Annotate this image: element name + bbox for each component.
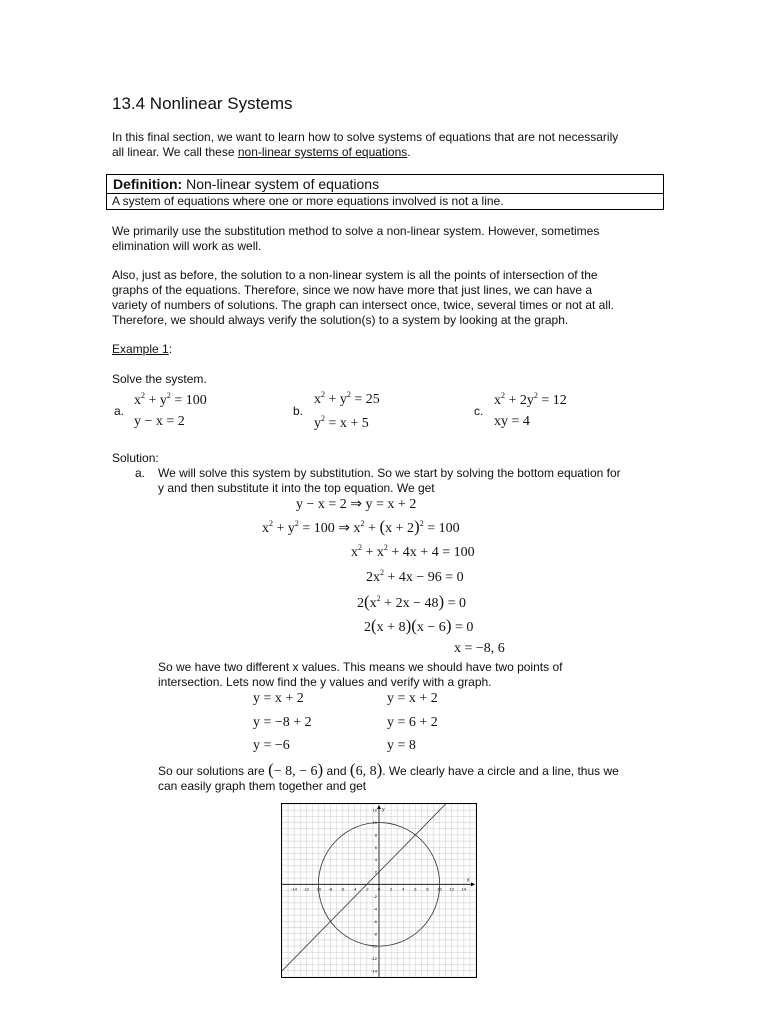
graph-panel [281,803,477,978]
intro-line-2-end: . [407,145,411,159]
system-graph [282,804,476,977]
step-3: $x^2 + x^2 + 4x + 4 = 100$ [351,543,475,560]
y-tick-label: 4 [374,857,377,863]
x-tick-label: -12 [303,886,310,892]
para2-line-1: Also, just as before, the solution to a non-linear system is all the points of intersection of the [112,268,598,282]
x-tick-label: 8 [426,886,429,892]
definition-body: A system of equations where one or more equations involved is not a line. [112,194,504,208]
x-axis-label: x [467,877,470,884]
system-b-eq1: $x^2 + y^2 = 25$ [314,390,380,407]
definition-label: Definition: [113,176,183,192]
y-value-left-3: y = −6 [253,738,290,753]
y-tick-label: 6 [374,844,377,850]
para2-line-4: Therefore, we should always verify the solution(s) to a system by looking at the graph. [112,313,569,327]
y-tick-label: -8 [373,931,377,937]
y-value-left-1: y = x + 2 [253,691,304,706]
x-axis-arrow [471,882,475,886]
y-axis-label: y [382,807,385,813]
intersection-paragraph [158,660,658,690]
solution-part-label: a. [135,466,146,480]
y-axis-arrow [377,805,381,809]
para2-line-2: graphs of the equations. Therefore, since we now have more that just lines, we can have a [112,283,593,297]
solutions-paragraph [112,268,672,328]
x-tick-label: 4 [402,886,405,892]
y-tick-label: 2 [374,869,377,875]
system-c-eq2: xy = 4 [494,414,530,429]
x-tick-label: 6 [414,886,417,892]
conclusion-and: and [323,764,350,778]
solution-label: Solution: [112,451,159,465]
conclusion-post: . We clearly have a circle and a line, thus we [382,764,619,778]
system-a-eq1: $x^2 + y^2 = 100$ [134,391,207,408]
definition-term: Non-linear system of equations [182,176,380,192]
x-tick-label: 12 [449,886,454,892]
para3-line-1: So we have two different x values. This means we should have two points of [158,660,563,674]
x-tick-label: -8 [328,886,333,892]
conclusion-line-2: can easily graph them together and get [158,779,367,793]
solution-intro [158,466,658,496]
conclusion-paragraph [158,762,668,794]
y-tick-label: 10 [372,820,377,826]
nonlinear-term: non-linear systems of equations [237,145,408,159]
x-tick-label: 14 [461,886,467,892]
step-6: 2(x + 8)(x − 6) = 0 [364,616,474,635]
y-tick-label: -2 [373,894,377,900]
x-tick-label: -6 [340,886,345,892]
y-value-right-2: y = 6 + 2 [387,715,438,730]
definition-box [106,174,664,210]
solve-prompt: Solve the system. [112,372,207,386]
y-tick-label: -14 [371,968,377,974]
y-tick-label: 12 [372,807,377,813]
substitution-paragraph [112,224,672,254]
x-tick-label: 0 [377,886,381,892]
y-value-right-3: y = 8 [387,738,416,753]
x-tick-label: -10 [315,886,322,892]
y-tick-label: -4 [373,906,377,912]
y-tick-label: 8 [374,832,377,838]
para2-line-3: variety of numbers of solutions. The graph can intersect once, twice, several times or not at all. [112,298,615,312]
para1-line-1: We primarily use the substitution method to solve a non-linear system. However, sometimes [112,224,600,238]
intro-paragraph [112,130,672,160]
x-tick-label: 10 [437,886,442,892]
page-title: 13.4 Nonlinear Systems [112,94,293,113]
conclusion-pre: So our solutions are [158,764,269,778]
x-tick-label: -2 [365,886,369,892]
system-a-eq2: y − x = 2 [134,414,185,429]
x-tick-label: -14 [291,886,298,892]
x-tick-label: 2 [390,886,393,892]
solution-point-2: (6, 8) [349,760,383,779]
example-colon: : [168,342,173,356]
system-c-eq1: $x^2 + 2y^2 = 12$ [494,391,567,408]
intro-line-2 [112,145,672,160]
definition-heading [107,175,663,194]
y-tick-label: -10 [371,943,377,949]
example-heading [112,342,172,357]
para1-line-2: elimination will work as well. [112,239,262,253]
solution-point-1: (− 8, − 6) [268,760,324,779]
step-4: $2x^2 + 4x - 96 = 0$ [366,568,464,585]
system-b-label: b. [293,404,304,418]
system-b-eq2: $y^2 = x + 5$ [314,414,369,431]
solution-line-2: y and then substitute it into the top equation. We get [158,481,435,495]
step-7: x = −8, 6 [454,641,505,656]
example-label: Example 1 [112,342,169,356]
solution-line-1: We will solve this system by substitution. So we start by solving the bottom equation for [158,466,621,480]
step-5: $2(x^2 + 2x - 48) = 0$ [357,592,467,611]
y-value-left-2: y = −8 + 2 [253,715,312,730]
system-a-label: a. [114,404,125,418]
y-tick-label: -12 [371,955,377,961]
intro-line-1: In this final section, we want to learn how to solve systems of equations that are not necessarily [112,130,619,144]
step-1: y − x = 2 ⇒ y = x + 2 [296,497,417,512]
y-value-right-1: y = x + 2 [387,691,438,706]
system-c-label: c. [474,404,484,418]
x-tick-label: -4 [352,886,357,892]
conclusion-line-1 [158,762,668,779]
para3-line-2: intersection. Lets now find the y values and verify with a graph. [158,675,492,689]
intro-line-2-text: all linear. We call these [112,145,238,159]
step-2: $x^2 + y^2 = 100$ ⇒ $x^2 + (x + 2)^2 = 100$ [262,517,460,536]
y-tick-label: -6 [373,918,377,924]
